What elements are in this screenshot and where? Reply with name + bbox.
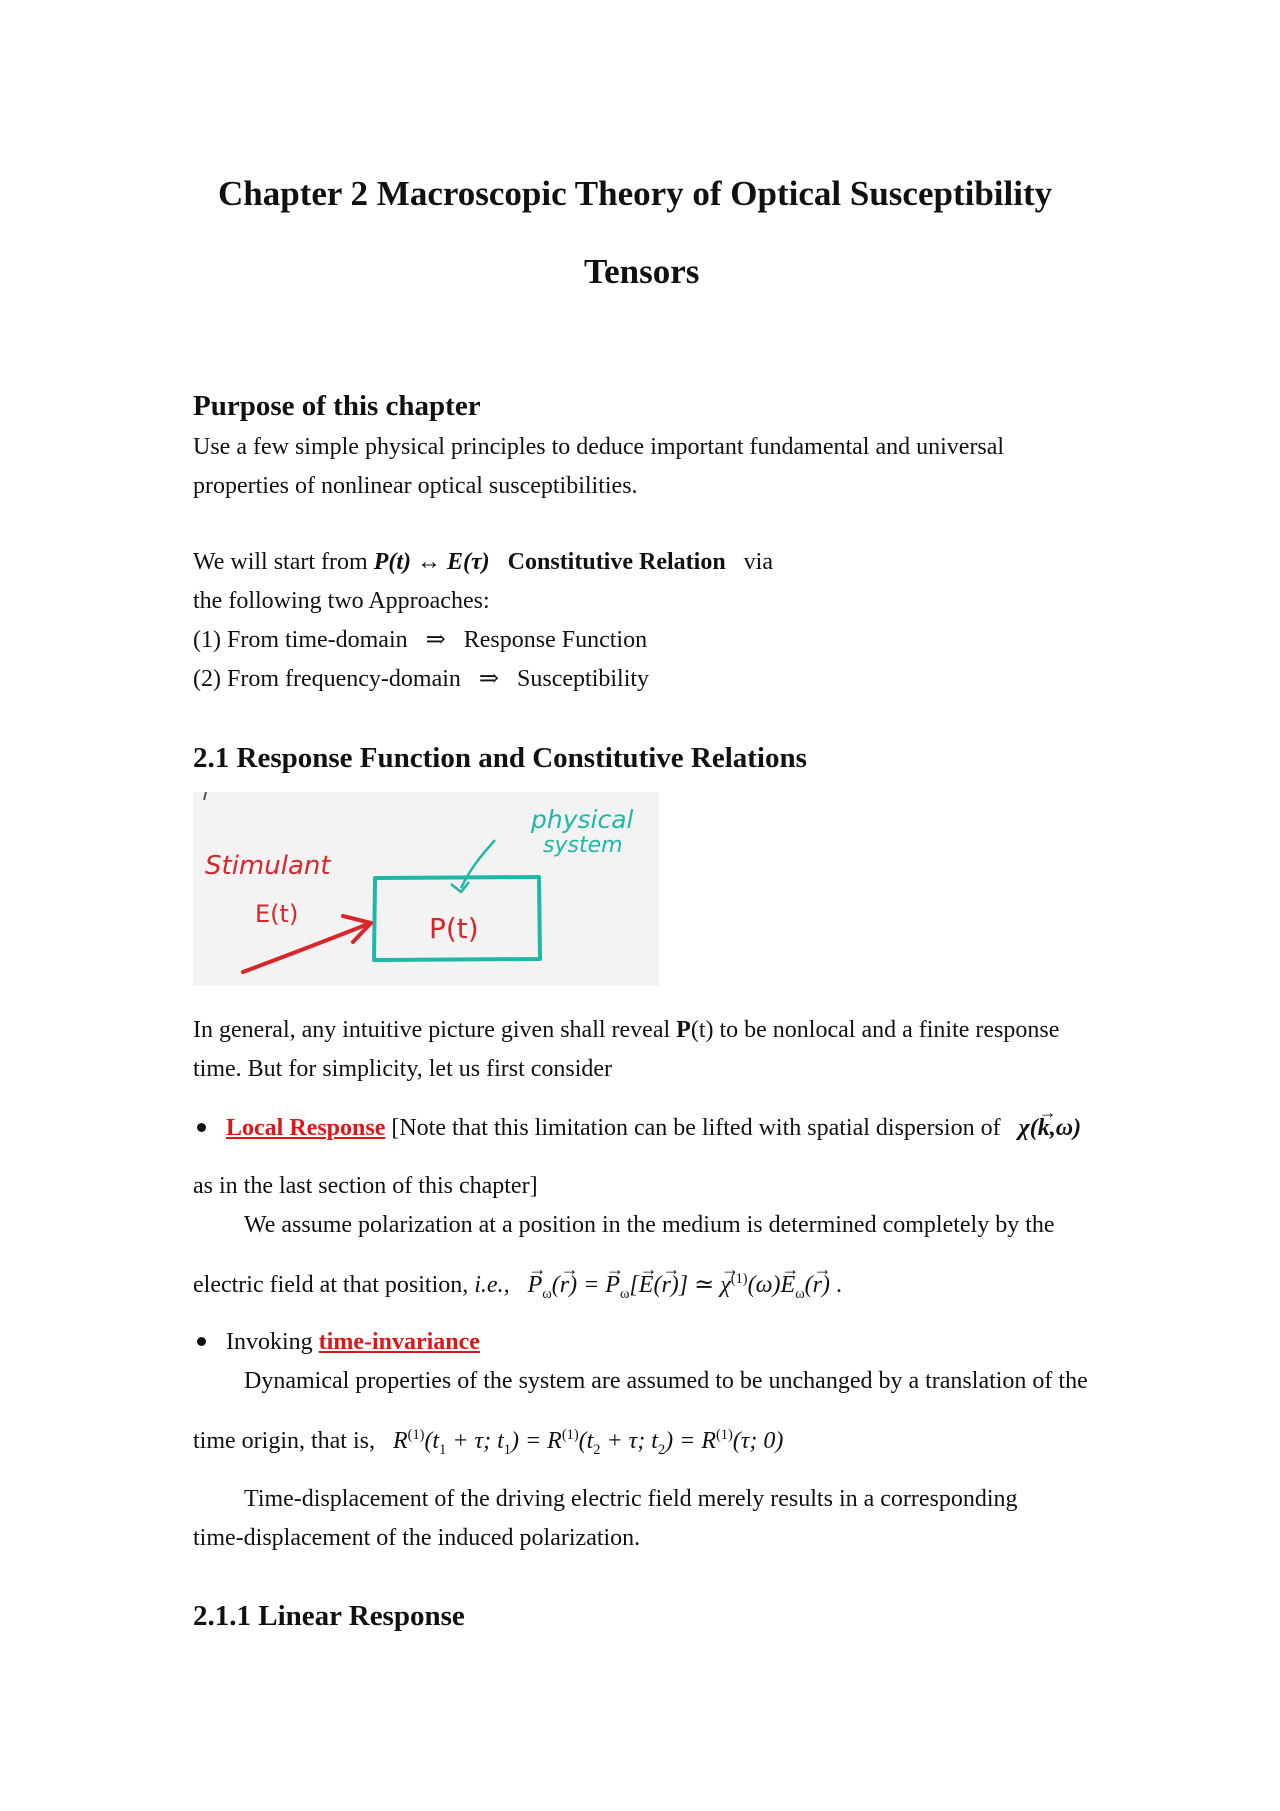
general-line-1-post: (t) to be nonlocal and a finite response: [690, 1017, 1060, 1043]
time-invariance-formula: $R^{(1)}(t_1 + \tau$; $t_1) = R^{(1)}(t_2 + \tau$; $t_2) = R^{(1)}(\tau$; 0): [392, 1427, 784, 1458]
invariance-para-4: time-displacement of the induced polarization.: [193, 1525, 641, 1551]
general-line-1-pre: In general, any intuitive picture given shall reveal: [193, 1017, 671, 1043]
section-2-1-1-heading: 2.1.1 Linear Response: [193, 1600, 465, 1632]
physical-system-figure: [193, 792, 659, 986]
section-2-1-heading: 2.1 Response Function and Constitutive Relations: [193, 742, 807, 774]
local-response-note: [Note that this limitation can be lifted with spatial dispersion of: [391, 1115, 1001, 1141]
local-response-link[interactable]: Local Response: [226, 1115, 386, 1141]
general-line-1: [193, 1018, 1059, 1042]
bullet-dot-icon: [197, 1337, 206, 1346]
chi-k-omega-formula: χ(→ k,ω): [1019, 1115, 1082, 1141]
label-leader-line: [461, 840, 495, 888]
label-arrow-head-icon: [451, 882, 469, 892]
invariance-para-2-pre: time origin, that is,: [193, 1428, 375, 1454]
purpose-heading: Purpose of this chapter: [193, 390, 481, 422]
bullet-local-response: [197, 1116, 1081, 1140]
local-response-formula: → $P_\omega(\to r)$ = → $P_\omega[\to E(\to r)]$ ≃ → $\chi^{(1)}(\omega)\to E_\omega(\to r)$: [528, 1272, 830, 1298]
purpose-line-2: properties of nonlinear optical susceptibilities.: [193, 473, 638, 499]
bullet-dot-icon: [197, 1123, 206, 1132]
ie-abbrev: i.e.,: [474, 1272, 510, 1298]
approach-via: via: [743, 549, 773, 575]
local-para-2: electric field at that position, i.e., → $P_\omega(\to r)$ = → $P_\omega[\to E(\to r)]$ ≃ → $\chi^{(1)}(\omega)\to E_\omega(\to r)$ .: [193, 1272, 842, 1301]
approach-item-2: [193, 667, 649, 691]
approach-item-2-result: Susceptibility: [517, 666, 650, 692]
stimulant-arrow-shaft: [243, 924, 368, 972]
constitutive-relation-label: Constitutive Relation: [507, 549, 726, 575]
invariance-para-3: Time-displacement of the driving electric field merely results in a corresponding: [244, 1486, 1018, 1512]
general-P-symbol: P: [676, 1017, 691, 1043]
label-system: system: [543, 833, 623, 858]
implies-arrow-icon: ⇒: [425, 627, 446, 653]
bullet-time-invariance: [197, 1330, 480, 1354]
physical-system-sketch: [193, 792, 659, 986]
approach-line-2: the following two Approaches:: [193, 588, 490, 614]
implies-arrow-icon: ⇒: [478, 666, 500, 692]
general-line-2: time. But for simplicity, let us first consider: [193, 1056, 613, 1082]
time-invariance-link[interactable]: time-invariance: [318, 1329, 480, 1355]
invariance-para-1: Dynamical properties of the system are assumed to be unchanged by a translation of the: [244, 1368, 1088, 1394]
label-physical: physical: [531, 805, 634, 834]
chapter-title-line2: Tensors: [584, 252, 700, 291]
label-field: E(t): [255, 900, 299, 928]
chapter-title-line1: Chapter 2 Macroscopic Theory of Optical Susceptibility: [218, 174, 1053, 213]
approach-item-1-result: Response Function: [463, 627, 648, 653]
approach-line-1: [193, 550, 773, 574]
local-para-1: We assume polarization at a position in the medium is determined completely by the: [244, 1212, 1055, 1238]
label-stimulant: Stimulant: [205, 851, 331, 881]
approach-item-2-prefix: (2) From frequency-domain: [193, 666, 461, 692]
approach-start-prefix: We will start from: [193, 549, 368, 575]
approach-item-1: [193, 628, 647, 652]
purpose-line-1: Use a few simple physical principles to deduce important fundamental and universal: [193, 434, 1005, 460]
constitutive-relation-formula: P(t) ↔ E(τ): [373, 549, 490, 575]
invariance-para-2: [193, 1428, 783, 1457]
approach-item-1-prefix: (1) From time-domain: [193, 627, 408, 653]
invariance-prefix: Invoking: [226, 1329, 313, 1355]
local-para-2-pre: electric field at that position,: [193, 1272, 469, 1298]
stray-mark: [204, 792, 206, 800]
label-polarization: P(t): [429, 912, 479, 945]
local-note-continuation: as in the last section of this chapter]: [193, 1173, 538, 1199]
